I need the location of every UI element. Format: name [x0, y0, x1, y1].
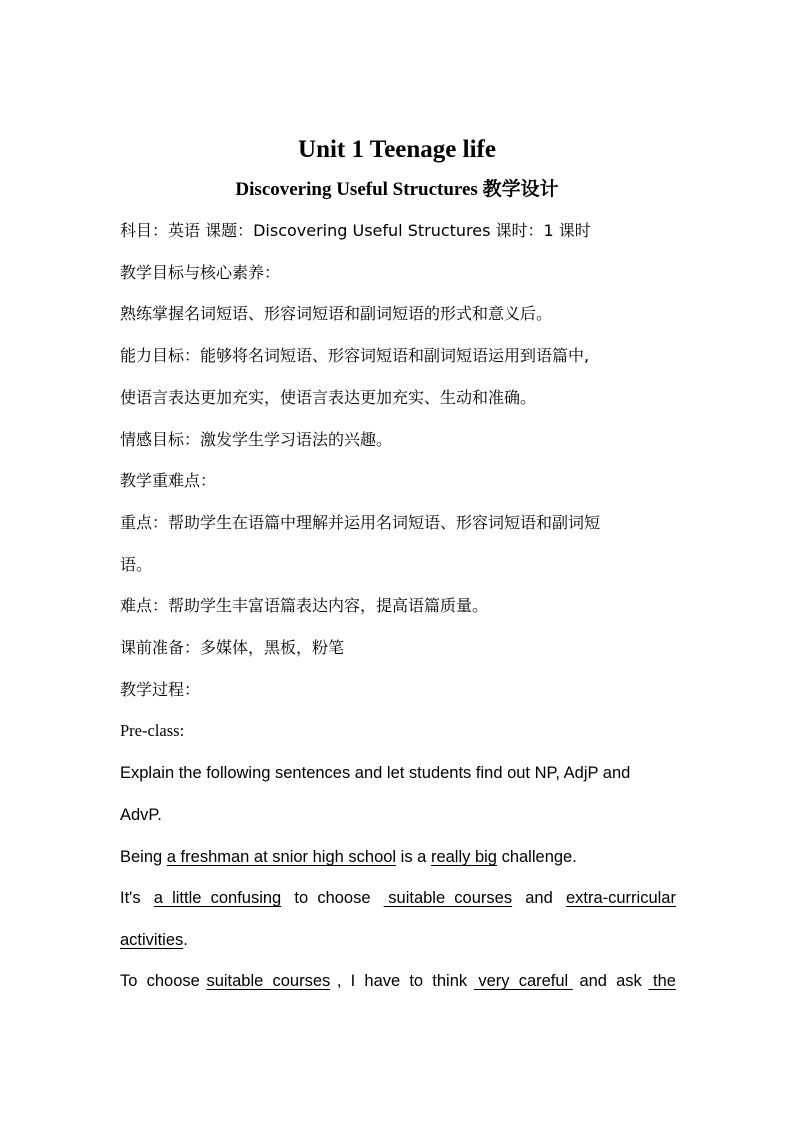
example-sentence-1 [120, 843, 676, 871]
emotion-goal: 情感目标：激发学生学习语法的兴趣。 [120, 430, 393, 449]
sentence-text: is a [396, 848, 431, 866]
document-title: Unit 1 Teenage life [298, 136, 496, 163]
preparation: 课前准备：多媒体，黑板，粉笔 [120, 638, 345, 657]
objectives-heading: 教学目标与核心素养： [120, 263, 281, 282]
instruction-line1: Explain the following sentences and let students find out NP, AdjP and [120, 764, 631, 782]
noun-phrase: suitable courses [383, 889, 513, 907]
ability-goal-line1: 能力目标：能够将名词短语、形容词短语和副词短语运用到语篇中, [120, 346, 590, 365]
sentence-text: Being [120, 848, 167, 866]
example-sentence-2-line2 [120, 926, 676, 954]
adverb-phrase: very careful [473, 972, 573, 990]
difficult-point: 难点：帮助学生丰富语篇表达内容，提高语篇质量。 [120, 596, 489, 615]
instruction-line2: AdvP. [120, 806, 162, 824]
sentence-text: It's [120, 889, 141, 907]
noun-phrase: the [648, 972, 676, 990]
example-sentence-2-line1 [120, 884, 676, 912]
sentence-text: and ask [579, 972, 642, 990]
course-info-text: 科目：英语 课题：Discovering Useful Structures 课时：1 课时 [120, 221, 591, 240]
noun-phrase: extra-curricular [565, 889, 676, 907]
sentence-text: and [525, 889, 553, 907]
noun-phrase: a freshman at snior high school [166, 848, 397, 866]
knowledge-goal: 熟练掌握名词短语、形容词短语和副词短语的形式和意义后。 [120, 304, 553, 323]
sentence-text: To choose [120, 972, 200, 990]
sentence-text: . [183, 931, 188, 949]
sentence-text: to choose [294, 889, 371, 907]
adjective-phrase: a little confusing [153, 889, 282, 907]
noun-phrase: activities [120, 931, 184, 949]
key-point-line2: 语。 [120, 555, 153, 574]
ability-goal-line2: 使语言表达更加充实，使语言表达更加充实、生动和准确。 [120, 388, 537, 407]
example-sentence-3-line1 [120, 967, 676, 995]
noun-phrase: suitable courses [206, 972, 331, 990]
course-info [120, 217, 676, 245]
key-point-line1: 重点：帮助学生在语篇中理解并运用名词短语、形容词短语和副词短 [120, 513, 601, 532]
key-points-heading: 教学重难点： [120, 471, 217, 490]
sentence-text: challenge. [497, 848, 577, 866]
document-subtitle: Discovering Useful Structures 教学设计 [235, 179, 559, 200]
adjective-phrase: really big [430, 848, 497, 866]
preclass-label: Pre-class: [120, 721, 185, 740]
sentence-text: , I have to think [336, 972, 468, 990]
process-heading: 教学过程： [120, 680, 201, 699]
